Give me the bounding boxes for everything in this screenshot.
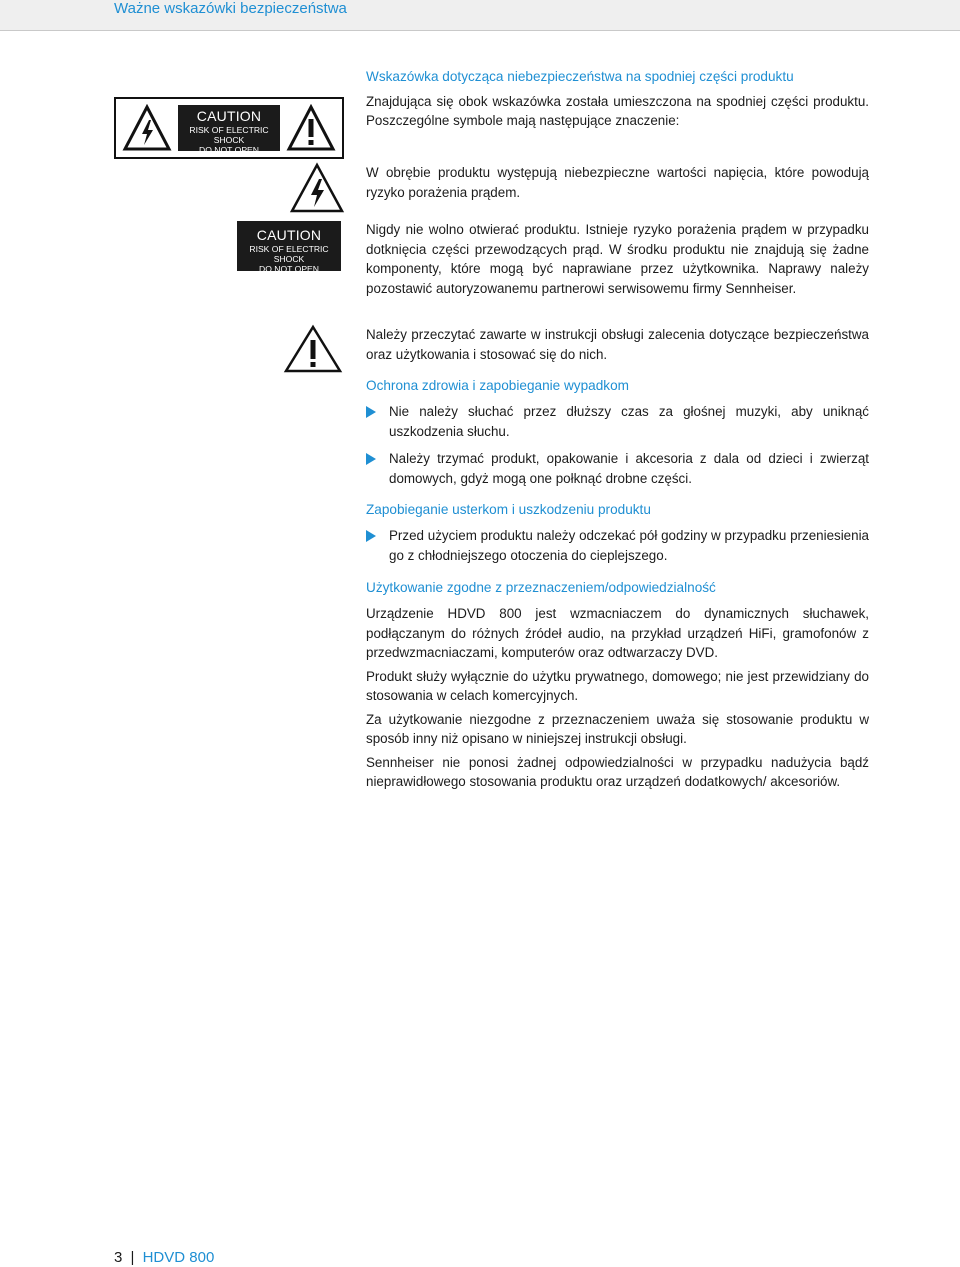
paragraph: Sennheiser nie ponosi żadnej odpowiedzialności w przypadku nadużycia bądź nieprawidłowego stosowania produktu oraz urządzeń dodatkowych/ akcesoriów. [366,754,869,789]
paragraph: Urządzenie HDVD 800 jest wzmacniaczem do dynamicznych słuchawek, podłączanym do różnych źródeł audio, na przykład urządzeń HiFi, gramofonów z przedwzmacniaczami, komputerów oraz odtwarzaczy DVD. [366,606,869,660]
list-item [366,449,869,488]
caution-label-full [114,97,344,159]
paragraph: Należy przeczytać zawarte w instrukcji obsługi zalecenia dotyczące bezpieczeństwa oraz użytkowania i stosować się do nich. [366,327,869,362]
paragraph: Nigdy nie wolno otwierać produktu. Istnieje ryzyko porażenia prądem w przypadku dotknięcia części przewodzących prąd. W środku produktu nie znajdują się żadne komponenty, które mogą być naprawiane przez użytkownika. Naprawy należy pozostawić autoryzowanemu partnerowi serwisowemu firmy Sennheiser. [366,222,869,296]
header-title: Ważne wskazówki bezpieczeństwa [114,0,347,17]
lightning-warning-icon [122,104,172,152]
section-intended-use [366,578,869,792]
lightning-warning-icon [289,162,345,214]
bullet-arrow-icon [366,530,376,542]
paragraph: W obrębie produktu występują niebezpieczne wartości napięcia, które powodują ryzyko porażenia prądem. [366,165,869,200]
section-heading: Wskazówka dotycząca niebezpieczeństwa na spodniej części produktu [366,69,794,84]
page-header [0,0,960,31]
bullet-arrow-icon [366,406,376,418]
footer-separator: | [130,1249,135,1266]
page-number: 3 [114,1249,123,1266]
section-voltage [366,163,869,202]
section-heading: Użytkowanie zgodne z przeznaczeniem/odpowiedzialność [366,580,716,595]
list-item-text: Należy trzymać produkt, opakowanie i akcesoria z dala od dzieci i zwierząt domowych, gdyż mogą one połknąć drobne części. [389,451,869,486]
paragraph: Produkt służy wyłącznie do użytku prywatnego, domowego; nie jest przewidziany do stosowania w celach komercyjnych. [366,668,869,703]
list-item-text: Nie należy słuchać przez dłuższy czas za głośnej muzyki, aby uniknąć uszkodzenia słuchu. [389,404,869,439]
page-footer [114,1249,214,1267]
exclamation-warning-icon [283,324,343,374]
section-damage [366,500,869,565]
caution-line1: RISK OF ELECTRIC SHOCK [249,244,329,264]
caution-title: CAUTION [196,108,262,124]
caution-label-small [237,221,341,274]
caution-title: CAUTION [256,227,322,243]
caution-line1: RISK OF ELECTRIC SHOCK [189,125,269,145]
footer-model: HDVD 800 [142,1249,215,1266]
section-never-open [366,220,869,298]
caution-line2: DO NOT OPEN [198,145,259,155]
list-item [366,526,869,565]
exclamation-warning-icon [286,104,336,152]
list-item [366,402,869,441]
section-bottom-note [366,67,869,130]
section-read-instructions [366,325,869,364]
list-item-text: Przed użyciem produktu należy odczekać pół godziny w przypadku przeniesienia go z chłodniejszego otoczenia do cieplejszego. [389,528,869,563]
section-heading: Zapobieganie usterkom i uszkodzeniu produktu [366,502,651,517]
paragraph: Znajdująca się obok wskazówka została umieszczona na spodniej części produktu. Poszczególne symbole mają następujące znaczenie: [366,94,869,128]
caution-label-center [178,105,280,155]
bullet-arrow-icon [366,453,376,465]
section-heading: Ochrona zdrowia i zapobieganie wypadkom [366,378,629,393]
paragraph: Za użytkowanie niezgodne z przeznaczeniem uważa się stosowanie produktu w sposób inny niż opisano w niniejszej instrukcji obsługi. [366,711,869,746]
caution-line2: DO NOT OPEN [258,264,319,274]
section-health [366,376,869,488]
